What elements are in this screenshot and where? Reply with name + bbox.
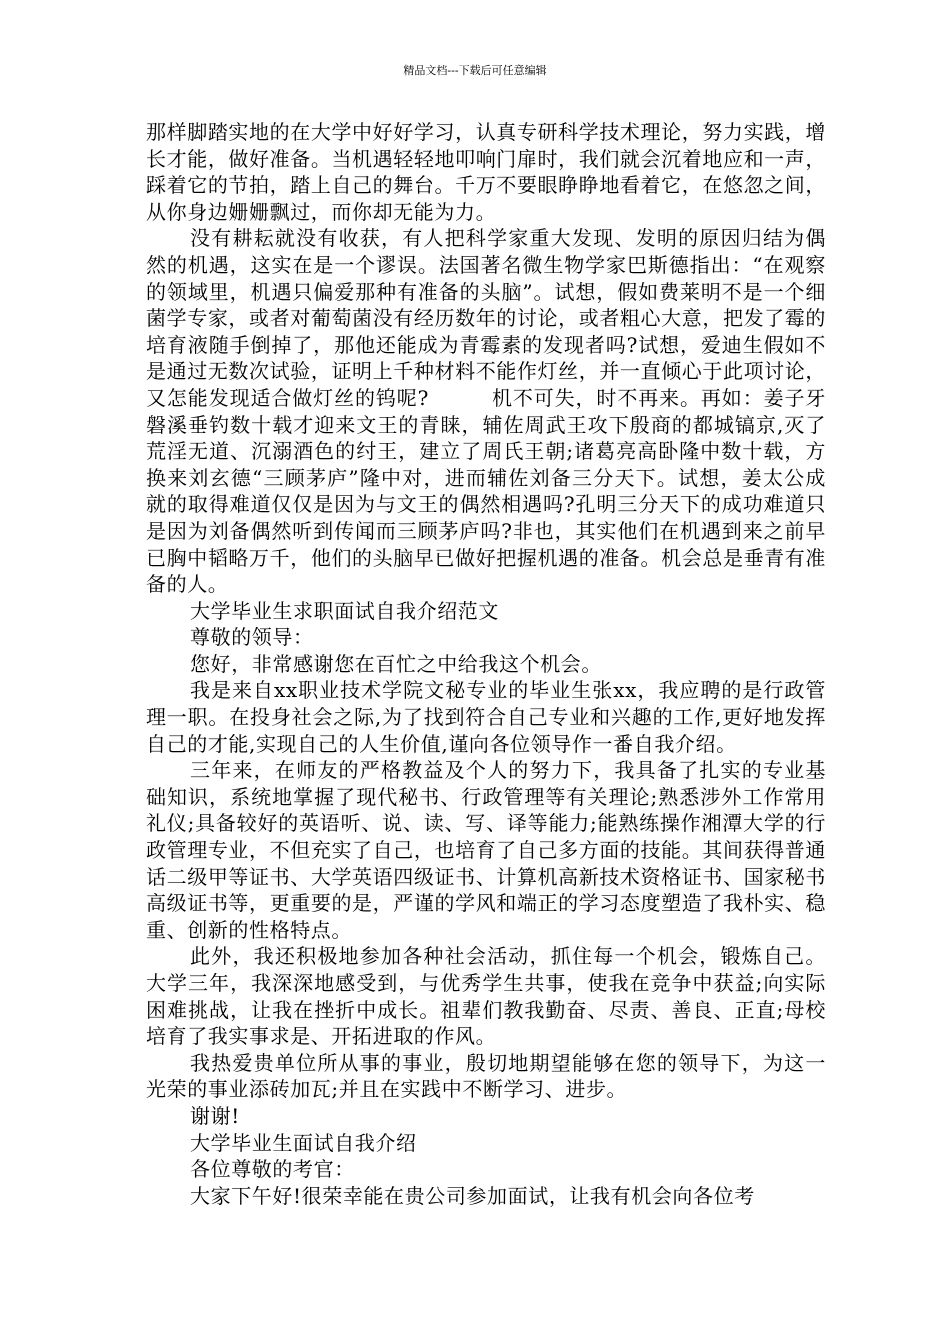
paragraph-skills: 三年来，在师友的严格教益及个人的努力下，我具备了扎实的专业基础知识，系统地掌握了现代秘书、行政管理等有关理论;熟悉涉外工作常用礼仪;具备较好的英语听、说、读、写、译等能力;能熟练操作湘潭大学的行政管理专业，不但充实了自己，也培育了自己多方面的技能。其间获得普通话二级甲等证书、大学英语四级证书、计算机高新技术资格证书、国家秘书高级证书等，更重要的是，严谨的学风和端正的学习态度塑造了我朴实、稳重、创新的性格特点。: [146, 758, 826, 942]
section-title-1: 大学毕业生求职面试自我介绍范文: [190, 598, 499, 623]
paragraph-greeting: 您好，非常感谢您在百忙之中给我这个机会。: [190, 651, 602, 676]
paragraph-closing: 我热爱贵单位所从事的事业，殷切地期望能够在您的领导下，为这一光荣的事业添砖加瓦;并且在实践中不断学习、进步。: [146, 1050, 826, 1102]
salutation-2: 各位尊敬的考官：: [190, 1157, 355, 1182]
paragraph-1: 那样脚踏实地的在大学中好好学习，认真专研科学技术理论，努力实践，增长才能，做好准备。当机遇轻轻地叩响门扉时，我们就会沉着地应和一声，踩着它的节拍，踏上自己的舞台。千万不要眼睁睁地看着它，在悠忽之间，从你身边姗姗飘过，而你却无能为力。: [146, 120, 826, 224]
paragraph-final: 大家下午好!很荣幸能在贵公司参加面试，让我有机会向各位考: [190, 1183, 755, 1208]
paragraph-2: 没有耕耘就没有收获，有人把科学家重大发现、发明的原因归结为偶然的机遇，这实在是一个谬误。法国著名微生物学家巴斯德指出：“在观察的领域里，机遇只偏爱那种有准备的头脑”。试想，假如费莱明不是一个细菌学专家，或者对葡萄菌没有经历数年的讨论，或者粗心大意，把发了霉的培育液随手倒掉了，那他还能成为青霉素的发现者吗?试想，爱迪生假如不是通过无数次试验，证明上千种材料不能作灯丝，并一直倾心于此项讨论，又怎能发现适合做灯丝的钨呢? 机不可失，时不再来。再如：姜子牙磐溪垂钓数十载才迎来文王的青睐，辅佐周武王攻下殷商的都城镐京,灭了荒淫无道、沉溺酒色的纣王，建立了周氏王朝;诸葛亮高卧隆中数十载，方换来刘玄德“三顾茅庐”隆中对，进而辅佐刘备三分天下。试想，姜太公成就的取得难道仅仅是因为与文王的偶然相遇吗?孔明三分天下的成功难道只是因为刘备偶然听到传闻而三顾茅庐吗?非也，其实他们在机遇到来之前早已胸中韬略万千，他们的头脑早已做好把握机遇的准备。机会总是垂青有准备的人。: [146, 226, 826, 597]
paragraph-activities: 此外，我还积极地参加各种社会活动，抓住每一个机会，锻炼自己。大学三年，我深深地感受到，与优秀学生共事，使我在竞争中获益;向实际困难挑战，让我在挫折中成长。祖辈们教我勤奋、尽责、善良、正直;母校培育了我实事求是、开拓进取的作风。: [146, 944, 826, 1049]
paragraph-intro: 我是来自xx职业技术学院文秘专业的毕业生张xx，我应聘的是行政管理一职。在投身社会之际,为了找到符合自己专业和兴趣的工作,更好地发挥自己的才能,实现自己的人生价值,谨向各位领导作一番自我介绍。: [146, 678, 826, 756]
page-header: 精品文档---下载后可任意编辑: [403, 64, 547, 77]
thanks-line: 谢谢!: [190, 1103, 240, 1128]
section-title-2: 大学毕业生面试自我介绍: [190, 1130, 417, 1155]
salutation-1: 尊敬的领导：: [190, 625, 314, 650]
document-body: [146, 119, 826, 1209]
